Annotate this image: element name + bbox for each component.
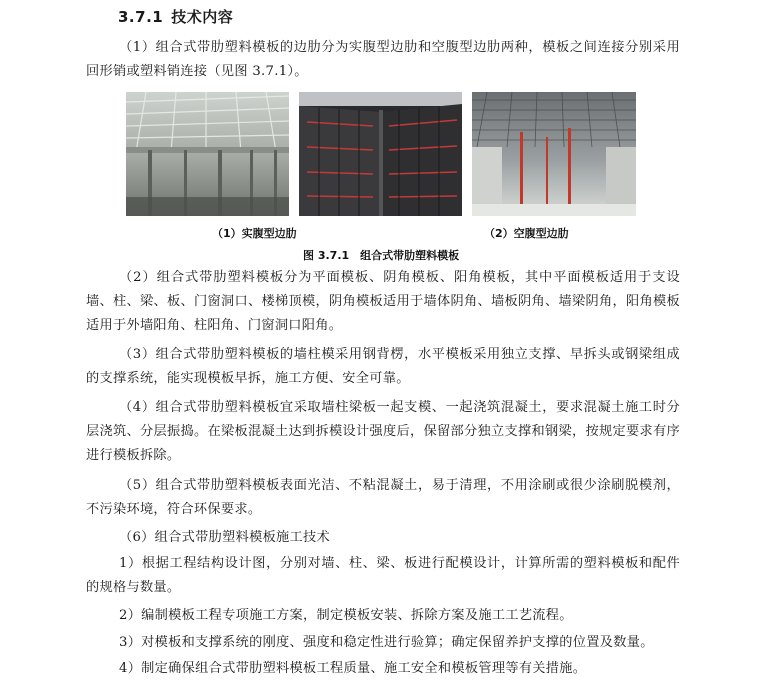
figure-subcaption-2: （2）空腹型边肋 bbox=[484, 227, 569, 240]
section-heading bbox=[118, 6, 233, 27]
paragraph-5: （5）组合式带肋塑料模板表面光洁、不粘混凝土，易于清理，不用涂刷或很少涂刷脱模剂，不污染环境，符合环保要求。 bbox=[86, 478, 680, 518]
figure-photos bbox=[126, 92, 636, 216]
step-4: 4）制定确保组合式带肋塑料模板工程质量、施工安全和模板管理等有关措施。 bbox=[119, 661, 587, 676]
paragraph-2: （2）组合式带肋塑料模板分为平面模板、阴角模板、阳角模板，其中平面模板适用于支设墙、柱、梁、板、门窗洞口、楼梯顶模，阴角模板适用于墙体阴角、墙板阴角、墙梁阴角，阳角模板适用于外墙阳角、柱阳角、门窗洞口阳角。 bbox=[86, 270, 680, 334]
photo-hollow-rib-formwork bbox=[472, 92, 636, 216]
figure-caption: 图 3.7.1 组合式带肋塑料模板 bbox=[303, 249, 460, 262]
step-1: 1）根据工程结构设计图，分别对墙、柱、梁、板进行配模设计，计算所需的塑料模板和配件的规格与数量。 bbox=[86, 556, 680, 596]
step-2: 2）编制模板工程专项施工方案，制定模板安装、拆除方案及施工工艺流程。 bbox=[119, 608, 573, 623]
paragraph-3: （3）组合式带肋塑料模板的墙柱模采用钢背楞，水平模板采用独立支撑、早拆头或钢梁组成的支撑系统，能实现模板早拆，施工方便、安全可靠。 bbox=[86, 347, 680, 387]
photo-wall-corner-formwork bbox=[299, 92, 462, 216]
figure-subcaption-1: （1）实腹型边肋 bbox=[212, 227, 297, 240]
paragraph-6: （6）组合式带肋塑料模板施工技术 bbox=[119, 530, 331, 545]
step-3: 3）对模板和支撑系统的刚度、强度和稳定性进行验算；确定保留养护支撑的位置及数量。 bbox=[119, 635, 654, 650]
paragraph-4: （4）组合式带肋塑料模板宜采取墙柱梁板一起支模、一起浇筑混凝土，要求混凝土施工时分层浇筑、分层振捣。在梁板混凝土达到拆模设计强度后，保留部分独立支撑和钢梁，按规定要求有序进行模板拆除。 bbox=[86, 400, 680, 464]
photo-solid-rib-formwork bbox=[126, 92, 289, 216]
section-title: 技术内容 bbox=[171, 8, 234, 26]
section-number: 3.7.1 bbox=[118, 8, 164, 26]
intro-paragraph: （1）组合式带肋塑料模板的边肋分为实腹型边肋和空腹型边肋两种，模板之间连接分别采用回形销或塑料销连接（见图 3.7.1）。 bbox=[86, 40, 680, 80]
